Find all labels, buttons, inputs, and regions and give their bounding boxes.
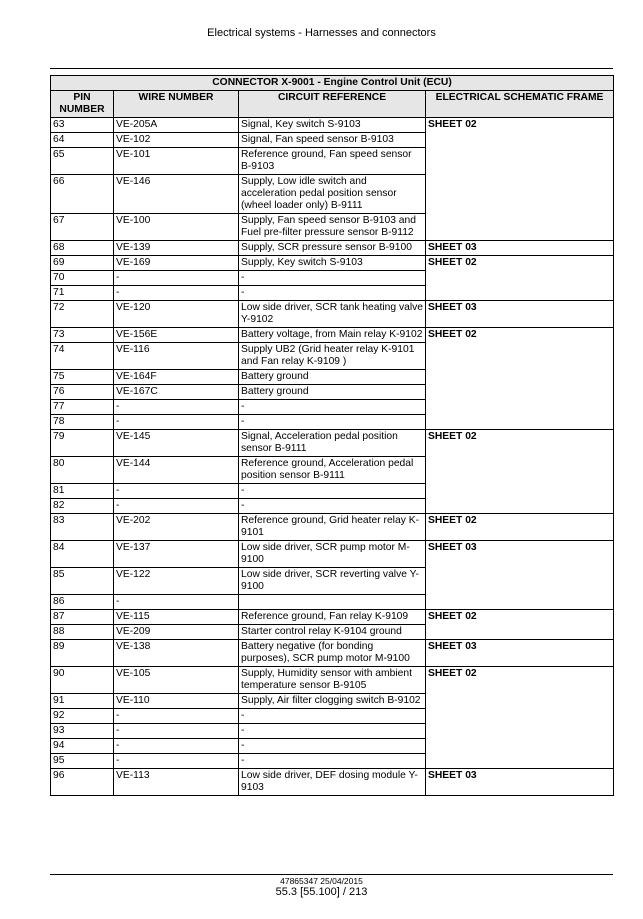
circuit-reference-cell: -: [239, 724, 426, 739]
pin-cell: 89: [51, 640, 114, 667]
pin-cell: 93: [51, 724, 114, 739]
pin-cell: 90: [51, 667, 114, 694]
pin-cell: 71: [51, 286, 114, 301]
table-row: [51, 484, 614, 499]
circuit-reference-cell: Reference ground, Acceleration pedal position sensor B-9111: [239, 457, 426, 484]
circuit-reference-cell: Supply, Humidity sensor with ambient temperature sensor B-9105: [239, 667, 426, 694]
table-row: [51, 595, 614, 610]
table-row: [51, 118, 614, 133]
schematic-frame-cell: [426, 724, 614, 739]
schematic-frame-cell: SHEET 03: [426, 640, 614, 667]
table-row: [51, 514, 614, 541]
circuit-reference-cell: Reference ground, Grid heater relay K-9101: [239, 514, 426, 541]
table-row: [51, 385, 614, 400]
table-row: [51, 667, 614, 694]
circuit-reference-cell: -: [239, 739, 426, 754]
col-header-circuit: CIRCUIT REFERENCE: [239, 91, 426, 118]
pin-cell: 63: [51, 118, 114, 133]
wire-number-cell: -: [114, 724, 239, 739]
wire-number-cell: -: [114, 739, 239, 754]
schematic-frame-cell: [426, 133, 614, 148]
circuit-reference-cell: Battery voltage, from Main relay K-9102: [239, 328, 426, 343]
table-row: [51, 625, 614, 640]
pin-cell: 96: [51, 769, 114, 796]
pin-cell: 85: [51, 568, 114, 595]
pin-cell: 79: [51, 430, 114, 457]
wire-number-cell: -: [114, 499, 239, 514]
schematic-frame-cell: [426, 370, 614, 385]
pin-cell: 95: [51, 754, 114, 769]
wire-number-cell: VE-102: [114, 133, 239, 148]
schematic-frame-cell: SHEET 03: [426, 301, 614, 328]
table-row: [51, 370, 614, 385]
page-footer: [0, 876, 643, 899]
schematic-frame-cell: [426, 625, 614, 640]
circuit-reference-cell: Battery ground: [239, 385, 426, 400]
wire-number-cell: VE-113: [114, 769, 239, 796]
schematic-frame-cell: [426, 484, 614, 499]
page-header: Electrical systems - Harnesses and connectors: [207, 27, 436, 39]
pin-cell: 73: [51, 328, 114, 343]
wire-number-cell: VE-116: [114, 343, 239, 370]
pin-cell: 78: [51, 415, 114, 430]
pin-cell: 88: [51, 625, 114, 640]
pin-cell: 76: [51, 385, 114, 400]
wire-number-cell: VE-209: [114, 625, 239, 640]
table-row: [51, 610, 614, 625]
wire-number-cell: -: [114, 271, 239, 286]
wire-number-cell: VE-115: [114, 610, 239, 625]
schematic-frame-cell: SHEET 02: [426, 328, 614, 343]
table-row: [51, 400, 614, 415]
footer-rule: [50, 874, 613, 875]
pin-cell: 84: [51, 541, 114, 568]
schematic-frame-cell: [426, 385, 614, 400]
pin-cell: 87: [51, 610, 114, 625]
schematic-frame-cell: [426, 694, 614, 709]
pin-cell: 91: [51, 694, 114, 709]
circuit-reference-cell: Reference ground, Fan relay K-9109: [239, 610, 426, 625]
pin-cell: 64: [51, 133, 114, 148]
wire-number-cell: VE-137: [114, 541, 239, 568]
table-row: [51, 175, 614, 214]
table-row: [51, 430, 614, 457]
table-row: [51, 133, 614, 148]
wire-number-cell: -: [114, 484, 239, 499]
schematic-frame-cell: [426, 271, 614, 286]
table-row: [51, 301, 614, 328]
wire-number-cell: VE-144: [114, 457, 239, 484]
circuit-reference-cell: Signal, Fan speed sensor B-9103: [239, 133, 426, 148]
table-row: [51, 343, 614, 370]
table-row: [51, 148, 614, 175]
wire-number-cell: -: [114, 286, 239, 301]
wire-number-cell: -: [114, 595, 239, 610]
wire-number-cell: -: [114, 754, 239, 769]
circuit-reference-cell: -: [239, 286, 426, 301]
schematic-frame-cell: [426, 343, 614, 370]
wire-number-cell: VE-169: [114, 256, 239, 271]
circuit-reference-cell: Supply, Fan speed sensor B-9103 and Fuel pre-filter pressure sensor B-9112: [239, 214, 426, 241]
pin-cell: 67: [51, 214, 114, 241]
table-row: [51, 499, 614, 514]
table-row: [51, 328, 614, 343]
pin-cell: 82: [51, 499, 114, 514]
wire-number-cell: VE-101: [114, 148, 239, 175]
circuit-reference-cell: -: [239, 754, 426, 769]
schematic-frame-cell: SHEET 02: [426, 256, 614, 271]
col-header-frame: ELECTRICAL SCHEMATIC FRAME: [426, 91, 614, 118]
pin-cell: 83: [51, 514, 114, 541]
schematic-frame-cell: [426, 709, 614, 724]
schematic-frame-cell: SHEET 02: [426, 610, 614, 625]
schematic-frame-cell: SHEET 02: [426, 667, 614, 694]
circuit-reference-cell: Supply, SCR pressure sensor B-9100: [239, 241, 426, 256]
table-row: [51, 724, 614, 739]
schematic-frame-cell: [426, 148, 614, 175]
table-caption: CONNECTOR X-9001 - Engine Control Unit (ECU): [51, 76, 614, 91]
pin-cell: 70: [51, 271, 114, 286]
circuit-reference-cell: [239, 595, 426, 610]
circuit-reference-cell: -: [239, 415, 426, 430]
table-row: [51, 709, 614, 724]
schematic-frame-cell: SHEET 03: [426, 769, 614, 796]
circuit-reference-cell: -: [239, 499, 426, 514]
schematic-frame-cell: SHEET 03: [426, 541, 614, 568]
table-row: [51, 694, 614, 709]
wire-number-cell: VE-146: [114, 175, 239, 214]
schematic-frame-cell: [426, 568, 614, 595]
circuit-reference-cell: Signal, Key switch S-9103: [239, 118, 426, 133]
wire-number-cell: VE-110: [114, 694, 239, 709]
table-row: [51, 640, 614, 667]
wire-number-cell: VE-145: [114, 430, 239, 457]
table-row: [51, 241, 614, 256]
wire-number-cell: VE-202: [114, 514, 239, 541]
schematic-frame-cell: [426, 415, 614, 430]
schematic-frame-cell: [426, 175, 614, 214]
schematic-frame-cell: [426, 754, 614, 769]
wire-number-cell: VE-105: [114, 667, 239, 694]
col-header-wire: WIRE NUMBER: [114, 91, 239, 118]
circuit-reference-cell: Reference ground, Fan speed sensor B-9103: [239, 148, 426, 175]
wire-number-cell: VE-167C: [114, 385, 239, 400]
wire-number-cell: VE-122: [114, 568, 239, 595]
circuit-reference-cell: Supply, Air filter clogging switch B-9102: [239, 694, 426, 709]
pin-cell: 77: [51, 400, 114, 415]
table-row: [51, 415, 614, 430]
table-row: [51, 541, 614, 568]
circuit-reference-cell: Low side driver, SCR tank heating valve Y-9102: [239, 301, 426, 328]
circuit-reference-cell: -: [239, 271, 426, 286]
table-row: [51, 769, 614, 796]
wire-number-cell: VE-100: [114, 214, 239, 241]
circuit-reference-cell: Starter control relay K-9104 ground: [239, 625, 426, 640]
pin-cell: 69: [51, 256, 114, 271]
table-row: [51, 286, 614, 301]
circuit-reference-cell: Low side driver, SCR reverting valve Y-9100: [239, 568, 426, 595]
schematic-frame-cell: SHEET 02: [426, 514, 614, 541]
pin-cell: 65: [51, 148, 114, 175]
circuit-reference-cell: -: [239, 400, 426, 415]
circuit-reference-cell: Battery negative (for bonding purposes), SCR pump motor M-9100: [239, 640, 426, 667]
circuit-reference-cell: Low side driver, DEF dosing module Y-9103: [239, 769, 426, 796]
table-row: [51, 754, 614, 769]
connector-table: [50, 75, 614, 796]
schematic-frame-cell: SHEET 02: [426, 430, 614, 457]
wire-number-cell: VE-138: [114, 640, 239, 667]
pin-cell: 72: [51, 301, 114, 328]
table-row: [51, 214, 614, 241]
wire-number-cell: -: [114, 415, 239, 430]
schematic-frame-cell: [426, 400, 614, 415]
wire-number-cell: VE-205A: [114, 118, 239, 133]
table-row: [51, 568, 614, 595]
col-header-pin: PIN NUMBER: [51, 91, 114, 118]
page-number: 55.3 [55.100] / 213: [275, 886, 368, 898]
table-row: [51, 271, 614, 286]
circuit-reference-cell: Battery ground: [239, 370, 426, 385]
table-row: [51, 256, 614, 271]
circuit-reference-cell: Low side driver, SCR pump motor M-9100: [239, 541, 426, 568]
pin-cell: 74: [51, 343, 114, 370]
wire-number-cell: VE-164F: [114, 370, 239, 385]
schematic-frame-cell: [426, 457, 614, 484]
pin-cell: 68: [51, 241, 114, 256]
table-row: [51, 457, 614, 484]
circuit-reference-cell: -: [239, 709, 426, 724]
wire-number-cell: -: [114, 400, 239, 415]
schematic-frame-cell: SHEET 03: [426, 241, 614, 256]
wire-number-cell: VE-139: [114, 241, 239, 256]
pin-cell: 92: [51, 709, 114, 724]
circuit-reference-cell: Supply, Key switch S-9103: [239, 256, 426, 271]
pin-cell: 66: [51, 175, 114, 214]
schematic-frame-cell: [426, 595, 614, 610]
schematic-frame-cell: SHEET 02: [426, 118, 614, 133]
circuit-reference-cell: Signal, Acceleration pedal position sensor B-9111: [239, 430, 426, 457]
table-row: [51, 739, 614, 754]
pin-cell: 81: [51, 484, 114, 499]
wire-number-cell: -: [114, 709, 239, 724]
header-rule: [50, 68, 613, 69]
pin-cell: 80: [51, 457, 114, 484]
pin-cell: 86: [51, 595, 114, 610]
circuit-reference-cell: Supply UB2 (Grid heater relay K-9101 and Fan relay K-9109 ): [239, 343, 426, 370]
wire-number-cell: VE-120: [114, 301, 239, 328]
schematic-frame-cell: [426, 214, 614, 241]
wire-number-cell: VE-156E: [114, 328, 239, 343]
circuit-reference-cell: -: [239, 484, 426, 499]
pin-cell: 75: [51, 370, 114, 385]
doc-reference: 47865347 25/04/2015: [280, 876, 363, 886]
pin-cell: 94: [51, 739, 114, 754]
schematic-frame-cell: [426, 499, 614, 514]
schematic-frame-cell: [426, 739, 614, 754]
schematic-frame-cell: [426, 286, 614, 301]
circuit-reference-cell: Supply, Low idle switch and acceleration pedal position sensor (wheel loader only) B-9111: [239, 175, 426, 214]
